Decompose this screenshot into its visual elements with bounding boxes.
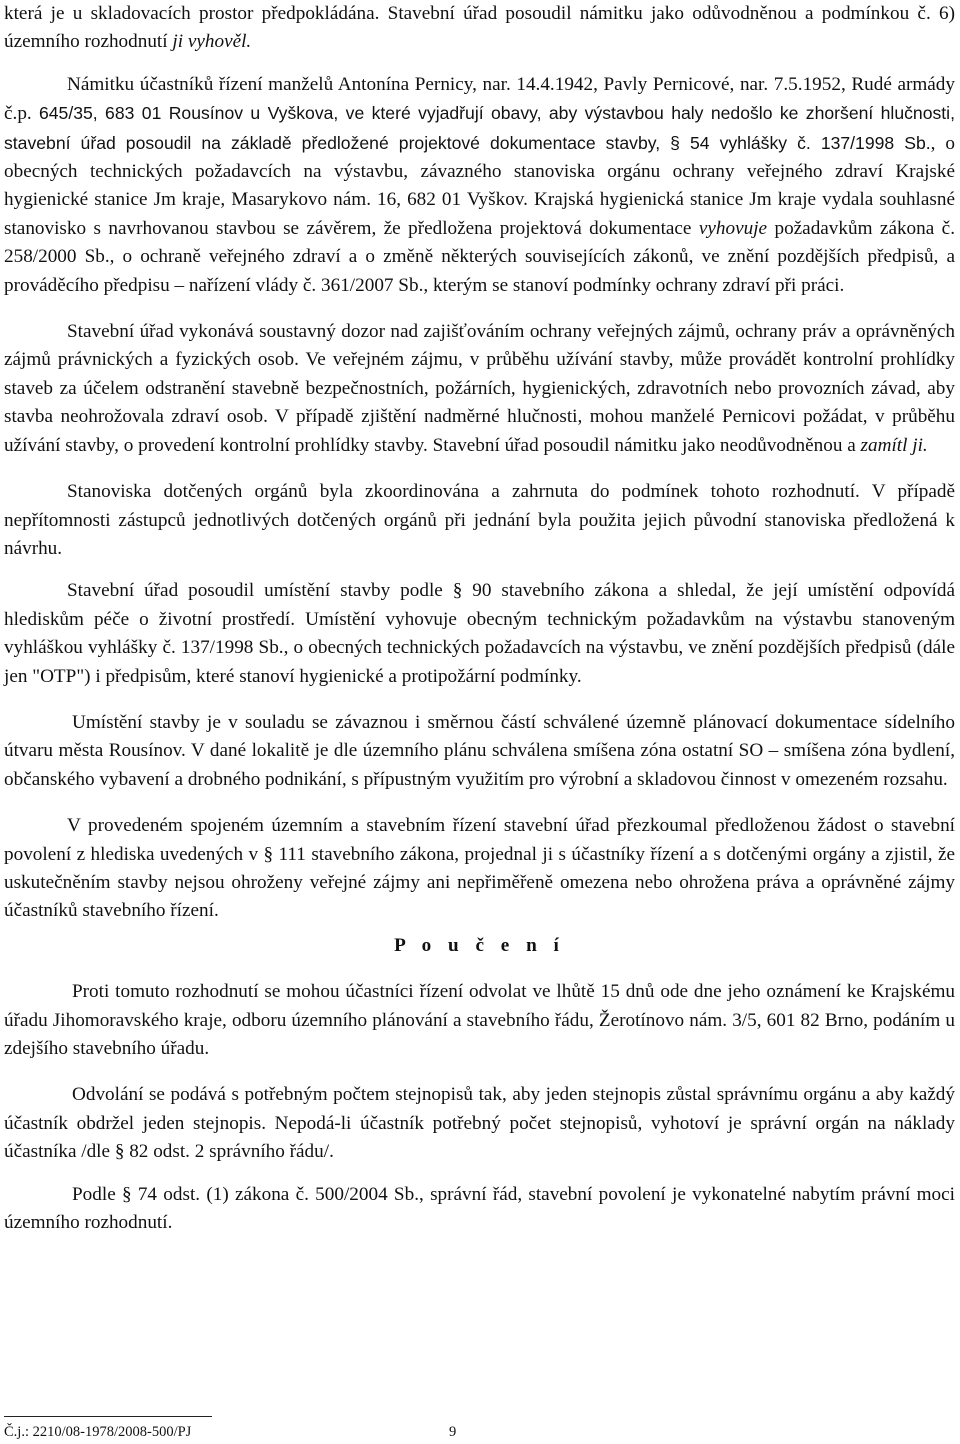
paragraph-zoning-compliance	[4, 709, 955, 794]
document-page	[4, 0, 955, 1237]
page-footer	[4, 1416, 955, 1442]
paragraph-objection-pernica	[4, 71, 955, 300]
paragraph-text: Odvolání se podává s potřebným počtem stejnopisů tak, aby jeden stejnopis zůstal správnímu orgánu a aby každý účastník obdržel jeden stejnopis. Nepodá-li účastník potřebný počet stejnopisů, vyhotoví je správní orgán na náklady účastníka /dle § 82 odst. 2 správního řádu/.	[4, 1084, 955, 1163]
paragraph-text: Námitku účastníků řízení manželů Antonína Pernicy, nar. 14.4.1942, Pavly Pernicové, nar. 7.5.1952, Rudé armády č.p.	[4, 73, 955, 125]
paragraph-text: Stavební úřad vykonává soustavný dozor nad zajišťováním ochrany veřejných zájmů, ochrany práv a oprávněných zájmů právnických a fyzických osob. Ve veřejném zájmu, v průběhu užívání stavby, může provádět kontrolní prohlídky staveb za účelem odstranění stavebně bezpečnostních, požárních, hygienických, zdravotních nebo provozních závad, aby stavba neohrožovala zdraví osob. V případě zjištění nadměrné hlučnosti, mohou manželé Pernicovi požádat, v průběhu užívání stavby, o provedení kontrolní prohlídky stavby. Stavební úřad posoudil námitku jako neodůvodněnou a	[4, 321, 955, 456]
paragraph-statements	[4, 478, 955, 563]
paragraph-text: požadavkům zákona č. 258/2000 Sb., o ochraně veřejného zdraví a o změně některých souvisejících zákonů, ve znění pozdějších předpisů, a prováděcího předpisu – nařízení vlády č. 361/2007 Sb., kterým se stanoví podmínky ochrany zdraví při práci.	[4, 217, 955, 296]
footer-divider	[4, 1416, 212, 1417]
paragraph-appeal	[4, 978, 955, 1063]
paragraph-emphasis: ji vyhověl.	[172, 31, 252, 53]
page-number: 9	[449, 1424, 457, 1440]
paragraph-enforceability	[4, 1181, 955, 1238]
paragraph-joint-procedure	[4, 812, 955, 926]
paragraph-text: Stavební úřad posoudil umístění stavby podle § 90 stavebního zákona a shledal, že její umístění odpovídá hlediskům péče o životní prostředí. Umístění vyhovuje obecným technickým požadavkům na výstavbu stanoveným vyhláškou vyhlášky č. 137/1998 Sb., o obecných technických požadavcích na výstavbu, ve znění pozdějších předpisů (dále jen "OTP") i předpisům, které stanoví hygienické a protipožární podmínky.	[4, 580, 955, 687]
paragraph-text-sans: 645/35, 683 01 Rousínov u Vyškova, ve které vyjadřují obavy, aby výstavbou haly nedošlo ke zhoršení hlučnosti, stavební úřad posoudil na základě předložené projektové dokumentace stavby, § 54 vyhlášky č. 137/1998 Sb.	[4, 103, 955, 153]
paragraph-emphasis: zamítl ji.	[860, 434, 928, 456]
paragraph-text: Podle § 74 odst. (1) zákona č. 500/2004 Sb., správní řád, stavební povolení je vykonatelné nabytím právní moci územního rozhodnutí.	[4, 1183, 955, 1234]
paragraph-placement-assessment	[4, 577, 955, 691]
paragraph-text: , o obecných technických požadavcích na výstavbu, závazného stanoviska orgánu ochrany veřejného zdraví Krajské hygienické stanice Jm kraje, Masarykovo nám. 16, 682 01 Vyškov. Krajská hygienická stanice Jm kraje vydala souhlasné stanovisko s navrhovanou stavbou se závěrem, že předložena projektová dokumentace	[4, 132, 955, 239]
paragraph-supervision	[4, 318, 955, 460]
paragraph-text: Umístění stavby je v souladu se závaznou i směrnou částí schválené územně plánovací dokumentace sídelního útvaru města Rousínov. V dané lokalitě je dle územního plánu schválena smíšena zóna ostatní SO – smíšena zóna bydlení, občanského vybavení a drobného podnikání, s přípustným využitím pro výrobní a skladovou činnost v omezeném rozsahu.	[4, 711, 955, 790]
paragraph-text: V provedeném spojeném územním a stavebním řízení stavební úřad přezkoumal předloženou žádost o stavební povolení z hlediska uvedených v § 111 stavebního zákona, projednal ji s účastníky řízení a s dotčenými orgány a zjistil, že uskutečněním stavby nejsou ohroženy veřejné zájmy ani nepřiměřeně omezena nebo ohrožena práva a oprávněné zájmy účastníků stavebního řízení.	[4, 815, 955, 922]
section-heading-instruction: P o u č e n í	[394, 934, 565, 956]
paragraph-continuation	[4, 0, 955, 57]
paragraph-appeal-copies	[4, 1081, 955, 1166]
paragraph-text: která je u skladovacích prostor předpokládána. Stavební úřad posoudil námitku jako odůvodněnou a podmínkou č. 6) územního rozhodnutí	[4, 3, 955, 53]
file-reference-number: Č.j.: 2210/08-1978/2008-500/PJ	[4, 1424, 192, 1440]
paragraph-text: Proti tomuto rozhodnutí se mohou účastníci řízení odvolat ve lhůtě 15 dnů ode dne jeho oznámení ke Krajskému úřadu Jihomoravského kraje, odboru územního plánování a stavebního řádu, Žerotínovo nám. 3/5, 601 82 Brno, podáním u zdejšího stavebního úřadu.	[4, 981, 955, 1059]
paragraph-text: Stanoviska dotčených orgánů byla zkoordinována a zahrnuta do podmínek tohoto rozhodnutí. V případě nepřítomnosti zástupců jednotlivých dotčených orgánů při jednání byla použita jejich původní stanoviska předložená k návrhu.	[4, 481, 955, 559]
paragraph-emphasis: vyhovuje	[698, 217, 768, 239]
